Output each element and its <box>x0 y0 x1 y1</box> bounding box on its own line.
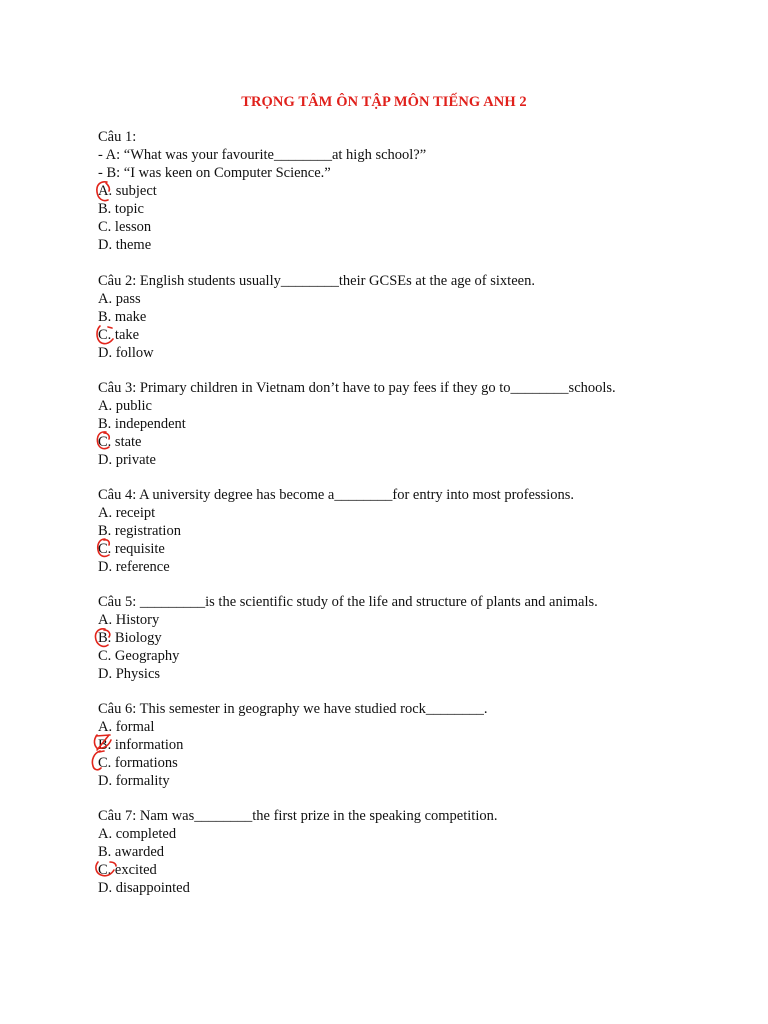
option-label: B. information <box>98 737 184 753</box>
question-7 <box>98 807 738 897</box>
question-6 <box>98 700 738 790</box>
question-4 <box>98 486 738 576</box>
option-d[interactable]: D. private <box>98 452 156 468</box>
option-d[interactable]: D. follow <box>98 345 154 361</box>
question-4-stem: Câu 4: A university degree has become a________for entry into most professions. <box>98 487 574 503</box>
option-c[interactable] <box>98 861 738 879</box>
question-5 <box>98 593 738 683</box>
option-a[interactable]: A. completed <box>98 826 177 842</box>
page-title: TRỌNG TÂM ÔN TẬP MÔN TIẾNG ANH 2 <box>241 94 527 110</box>
question-5-stem: Câu 5: _________is the scientific study of the life and structure of plants and animals. <box>98 594 598 610</box>
question-1 <box>98 128 738 254</box>
option-d[interactable]: D. formality <box>98 773 170 789</box>
option-a[interactable]: A. receipt <box>98 505 156 521</box>
option-label: C. formations <box>98 755 178 771</box>
option-b[interactable]: B. awarded <box>98 844 165 860</box>
option-d[interactable]: D. disappointed <box>98 880 190 896</box>
question-2-stem: Câu 2: English students usually________their GCSEs at the age of sixteen. <box>98 273 535 289</box>
option-d[interactable]: D. theme <box>98 237 152 253</box>
option-label: C. requisite <box>98 541 165 557</box>
option-label: C. take <box>98 327 140 343</box>
question-3 <box>98 379 738 469</box>
option-label: C. state <box>98 434 142 450</box>
option-label: A. subject <box>98 183 157 199</box>
option-c[interactable]: C. Geography <box>98 648 180 664</box>
option-b[interactable]: B. make <box>98 309 147 325</box>
option-c[interactable] <box>98 433 738 451</box>
option-b[interactable]: B. independent <box>98 416 186 432</box>
option-d[interactable]: D. reference <box>98 559 170 575</box>
option-c[interactable] <box>98 326 738 344</box>
option-b[interactable]: B. topic <box>98 201 144 217</box>
option-d[interactable]: D. Physics <box>98 666 161 682</box>
option-b[interactable]: B. registration <box>98 523 181 539</box>
question-1-dialogue-a: - A: “What was your favourite________at high school?” <box>98 147 427 163</box>
option-a[interactable] <box>98 182 738 200</box>
question-2 <box>98 272 738 362</box>
option-b[interactable] <box>98 629 738 647</box>
option-a[interactable]: A. History <box>98 612 160 628</box>
question-1-dialogue-b: - B: “I was keen on Computer Science.” <box>98 165 331 181</box>
option-c[interactable] <box>98 754 738 772</box>
option-a[interactable]: A. pass <box>98 291 141 307</box>
option-a[interactable]: A. formal <box>98 719 155 735</box>
option-label: C. excited <box>98 862 157 878</box>
question-1-number: Câu 1: <box>98 129 137 145</box>
option-b[interactable] <box>98 736 738 754</box>
question-3-stem: Câu 3: Primary children in Vietnam don’t have to pay fees if they go to________schools. <box>98 380 616 396</box>
question-7-stem: Câu 7: Nam was________the first prize in the speaking competition. <box>98 808 498 824</box>
question-6-stem: Câu 6: This semester in geography we have studied rock________. <box>98 701 488 717</box>
option-c[interactable] <box>98 540 738 558</box>
option-a[interactable]: A. public <box>98 398 152 414</box>
option-c[interactable]: C. lesson <box>98 219 152 235</box>
option-label: B. Biology <box>98 630 162 646</box>
